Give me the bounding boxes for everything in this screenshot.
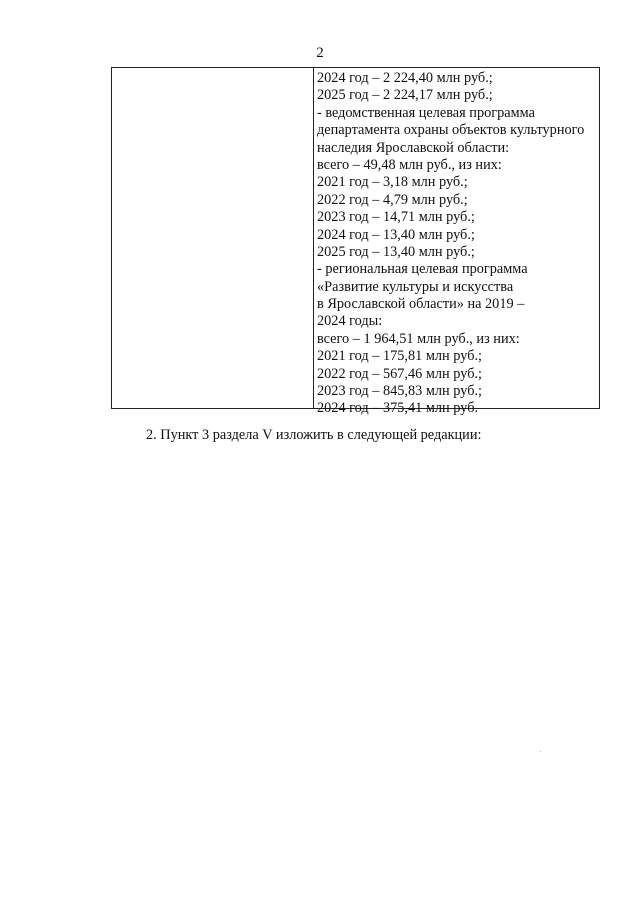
table-line: 2022 год – 4,79 млн руб.; [317,191,468,208]
table-line: - региональная целевая программа [317,261,528,278]
table-line: 2023 год – 14,71 млн руб.; [317,209,475,226]
page-number: 2 [316,45,324,61]
table-line: 2021 год – 3,18 млн руб.; [317,174,468,191]
table-right-cell [317,70,597,418]
table-left-cell [112,68,314,408]
table-line: 2024 год – 13,40 млн руб.; [317,226,475,243]
table-line: 2024 год – 2 224,40 млн руб.; [317,70,493,86]
table-line: всего – 49,48 млн руб., из них: [317,156,502,173]
funding-table [111,67,600,417]
table-line: 2025 год – 2 224,17 млн руб.; [317,87,493,104]
table-line: всего – 1 964,51 млн руб., из них: [317,330,520,347]
table-line: 2025 год – 13,40 млн руб.; [317,243,475,260]
table-line: департамента охраны объектов культурного [317,122,585,139]
table-line: - ведомственная целевая программа [317,104,535,121]
table-line: 2023 год – 845,83 млн руб.; [317,383,483,400]
table-line: 2021 год – 175,81 млн руб.; [317,348,483,365]
table-line: 2024 год – 375,41 млн руб. [317,400,479,417]
scan-speck [540,751,541,752]
body-paragraph: 2. Пункт 3 раздела V изложить в следующей редакции: [146,427,482,443]
table-line: 2024 годы: [317,313,383,330]
table-line: «Развитие культуры и искусства [317,278,514,295]
table-line: наследия Ярославской области: [317,139,510,156]
table-line: 2022 год – 567,46 млн руб.; [317,365,483,382]
table-line: в Ярославской области» на 2019 – [317,296,525,313]
